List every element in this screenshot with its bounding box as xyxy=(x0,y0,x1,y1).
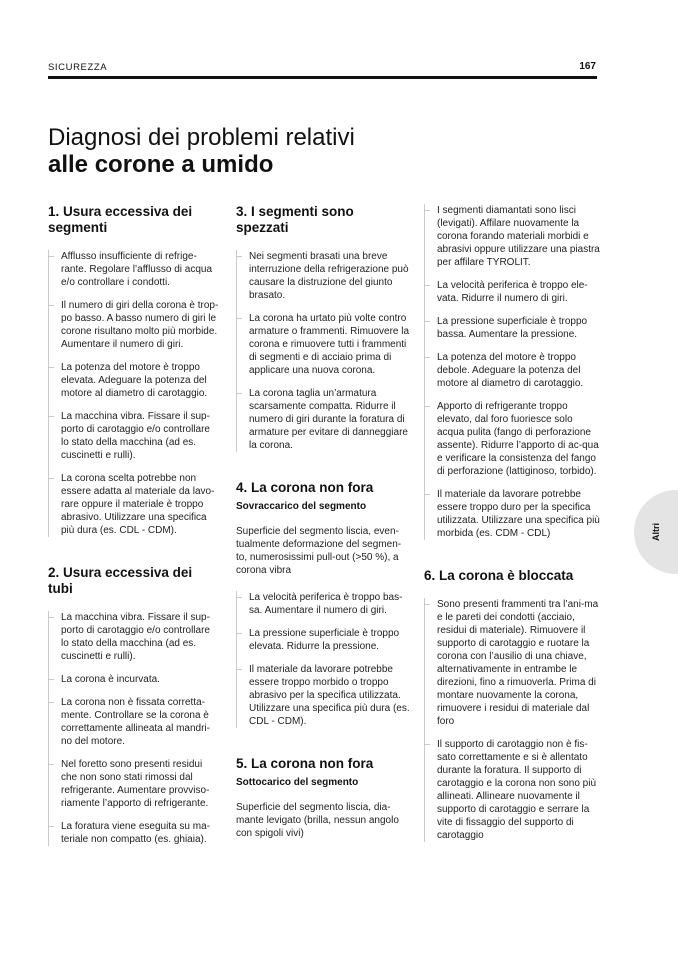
column-2 xyxy=(236,204,410,854)
list-item: La corona è incurvata. xyxy=(61,673,220,686)
list-item: La velocità periferica è troppo bas-sa. Aumentare il numero di giri. xyxy=(249,591,410,617)
list-item: Il materiale da lavorare potrebbe essere troppo duro per la specifica utilizzata. Utilizzare una specifica più morbida (es. CDM - CDL) xyxy=(437,489,600,539)
section-5-intro: Superficie del segmento liscia, dia-mante levigato (brilla, nessun angolo con spigoli vivi) xyxy=(236,802,399,839)
list-item: Afflusso insufficiente di refrige-rante. Regolare l’afflusso di acqua e/o controllare i condotti. xyxy=(61,250,220,289)
list-item: Il numero di giri della corona è trop-po basso. A basso numero di giri le corone risultano molto più morbide. Aumentare il numero di giri. xyxy=(61,300,219,350)
page-title xyxy=(48,124,608,178)
list-item: Apporto di refrigerante troppo elevato, dal foro fuoriesce solo acqua pulita (fango di perforazione assente). Ridurre l’apporto di ac-qua e verificare la consistenza del fango di perforazione (lattiginoso, torbido). xyxy=(437,401,599,477)
list-item: La pressione superficiale è troppo bassa. Aumentare la pressione. xyxy=(437,315,600,341)
list-item: La macchina vibra. Fissare il sup-porto di carotaggio e/o controllare lo stato della macchina (ad es. cuscinetti e rulli). xyxy=(61,611,220,663)
list-item: Il materiale da lavorare potrebbe essere troppo morbido o troppo abrasivo per la specifica utilizzata. Utilizzare una specifica più dura (es. CDL - CDM). xyxy=(249,664,410,727)
list-item: La macchina vibra. Fissare il sup-porto di carotaggio e/o controllare lo stato della macchina (ad es. cuscinetti e rulli). xyxy=(61,410,220,462)
page-title-line-1: Diagnosi dei problemi relativi xyxy=(48,124,355,151)
list-item: I segmenti diamantati sono lisci (levigati). Affilare nuovamente la corona forando materiali morbidi e abrasivi oppure utilizzare una piastra per affilare TYROLIT. xyxy=(437,205,600,268)
section-heading-5: 5. La corona non fora xyxy=(236,756,374,771)
page-number: 167 xyxy=(579,61,596,72)
list-item: La potenza del motore è troppo elevata. Adeguare la potenza del motore al diametro di carotaggio. xyxy=(61,361,220,400)
section-1-list xyxy=(48,250,220,537)
column-1 xyxy=(48,204,220,874)
list-item: La velocità periferica è troppo ele-vata. Ridurre il numero di giri. xyxy=(437,279,600,305)
section-6-list xyxy=(424,598,600,842)
section-4-intro: Superficie del segmento liscia, even-tualmente deformazione del segmen-to, numerosissimi pull-out (>50 %), a corona vibra xyxy=(236,526,402,576)
running-header-section: SICUREZZA xyxy=(48,62,108,73)
column-3 xyxy=(424,204,600,870)
list-item: La corona non è fissata corretta-mente. Controllare se la corona è correttamente allineata al mandri-no del motore. xyxy=(61,696,220,748)
list-item: La potenza del motore è troppo debole. Adeguare la potenza del motore al diametro di carotaggio. xyxy=(437,351,600,390)
header-rule xyxy=(48,76,597,79)
page-title-line-2: alle corone a umido xyxy=(48,151,274,178)
list-item: Il supporto di carotaggio non è fis-sato correttamente e si è allentato durante la foratura. Il supporto di carotaggio e la corona non sono più allineati. Allineare nuovamente il supporto di carotaggio e serrare la vite di fissaggio del supporto di carotaggio xyxy=(437,738,600,842)
section-5-subheading: Sottocarico del segmento xyxy=(236,777,359,788)
list-item: Nel foretto sono presenti residui che non sono stati rimossi dal refrigerante. Aumentare provviso-riamente l’apporto di refrigerante. xyxy=(61,758,220,810)
list-item: La pressione superficiale è troppo elevata. Ridurre la pressione. xyxy=(249,627,410,653)
list-item: La corona scelta potrebbe non essere adatta al materiale da lavo-rare oppure il materiale è troppo abrasivo. Utilizzare una specifica più dura (es. CDL - CDM). xyxy=(61,472,220,537)
list-item: La foratura viene eseguita su ma-teriale non compatto (es. ghiaia). xyxy=(61,820,220,846)
list-item: Sono presenti frammenti tra l’ani-ma e le pareti dei condotti (acciaio, residui di materiale). Rimuovere il supporto di carotaggio e ruotare la corona con l’ausilio di una chiave, alternativamente in entrambe le direzioni, fino a rimuoverla. Prima di montare nuovamente la corona, rimuovere i residui di materiale dal foro xyxy=(437,599,599,727)
chapter-side-tab-label: Altri xyxy=(651,523,661,541)
section-heading-3: 3. I segmenti sono spezzati xyxy=(236,204,354,235)
section-heading-6: 6. La corona è bloccata xyxy=(424,568,574,583)
list-item: La corona ha urtato più volte contro armature o frammenti. Rimuovere la corona e rimuovere tutti i frammenti di segmenti e di acciaio prima di applicare una nuova corona. xyxy=(249,313,410,376)
section-heading-4: 4. La corona non fora xyxy=(236,480,374,495)
section-heading-1: 1. Usura eccessiva dei segmenti xyxy=(48,204,193,235)
section-5-list xyxy=(424,204,600,540)
section-4-subheading: Sovraccarico del segmento xyxy=(236,501,367,512)
section-2-list xyxy=(48,611,220,846)
list-item: Nei segmenti brasati una breve interruzione della refrigerazione può causare la distruzione del giunto brasato. xyxy=(249,251,409,301)
chapter-side-tab[interactable] xyxy=(634,490,678,574)
section-3-list xyxy=(236,250,410,452)
section-heading-2: 2. Usura eccessiva dei tubi xyxy=(48,565,193,596)
list-item: La corona taglia un’armatura scarsamente compatta. Ridurre il numero di giri durante la foratura di armature per evitare di danneggiare la corona. xyxy=(249,387,410,452)
section-4-list xyxy=(236,591,410,728)
